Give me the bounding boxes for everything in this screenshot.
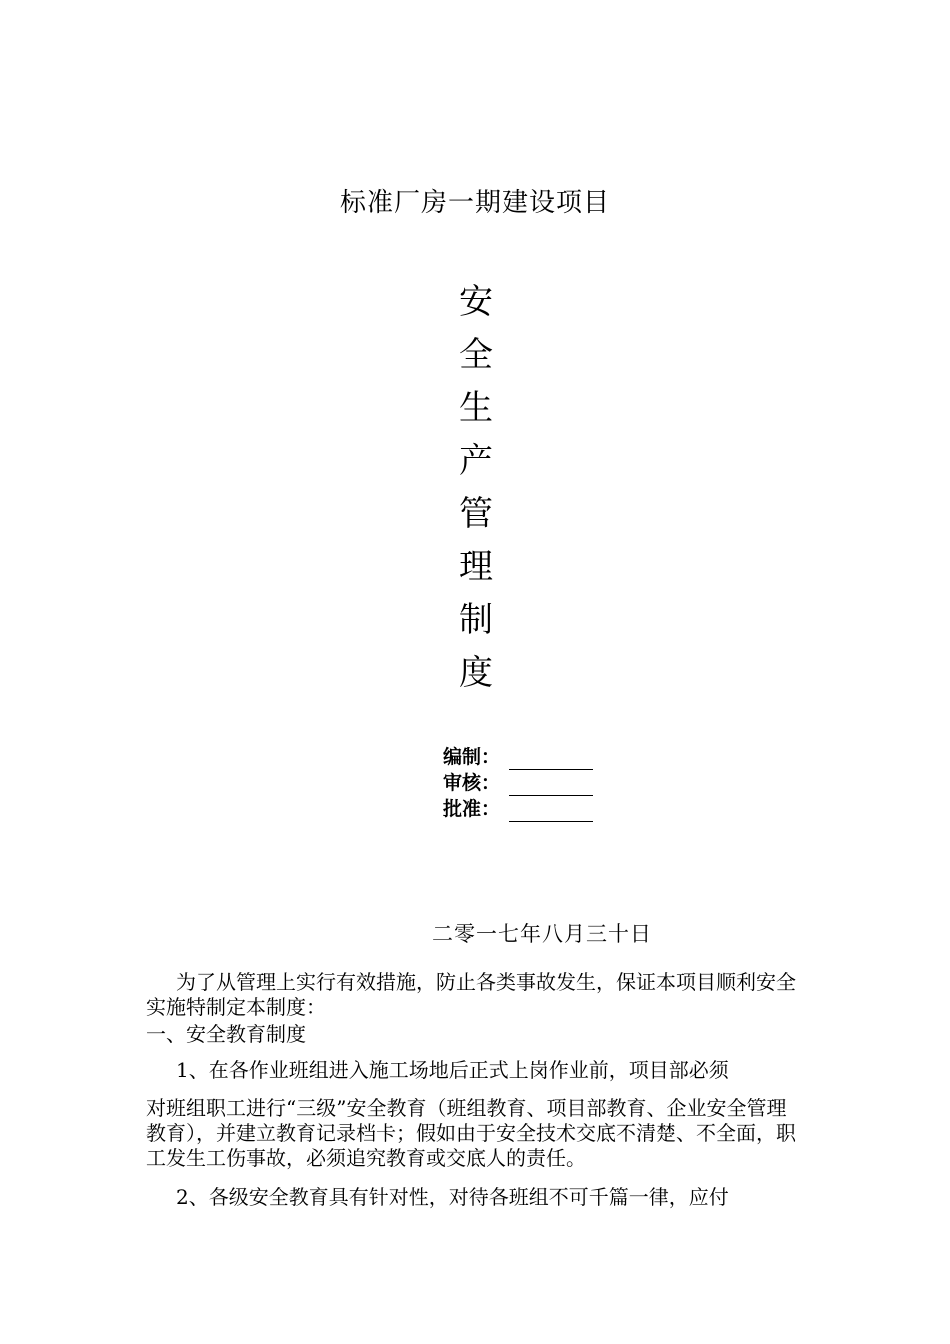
compile-signature-line: [509, 751, 593, 770]
item-1-continuation: 对班组职工进行“三级”安全教育（班组教育、项目部教育、企业安全管理教育），并建立教育记录档卡；假如由于安全技术交底不清楚、不全面，职工发生工伤事故，必须追究教育或交底人的责任。: [146, 1096, 796, 1170]
main-title: [446, 276, 506, 700]
main-title-char: 生: [459, 388, 493, 428]
main-title-char: 产: [459, 441, 493, 481]
approve-signature-line: [509, 803, 593, 822]
item-1-first-line: 1、在各作业班组进入施工场地后正式上岗作业前，项目部必须: [176, 1058, 729, 1082]
document-date: 二零一七年八月三十日: [432, 922, 652, 946]
signoff-block: [443, 744, 593, 822]
review-row: [443, 770, 593, 796]
section-heading: 一、安全教育制度: [146, 1022, 306, 1046]
compile-row: [443, 744, 593, 770]
approve-row: [443, 796, 593, 822]
project-title: 标准厂房一期建设项目: [339, 188, 610, 218]
main-title-char: 全: [459, 335, 493, 375]
approve-label: 批准：: [443, 798, 501, 820]
main-title-char: 管: [459, 494, 493, 534]
main-title-char: 制: [459, 600, 493, 640]
item-2-first-line: 2、各级安全教育具有针对性，对待各班组不可千篇一律，应付: [176, 1185, 729, 1209]
main-title-char: 理: [459, 547, 493, 587]
intro-paragraph: 为了从管理上实行有效措施，防止各类事故发生，保证本项目顺利安全实施特制定本制度：: [146, 970, 796, 1019]
compile-label: 编制：: [443, 746, 501, 768]
main-title-char: 度: [459, 653, 493, 693]
review-signature-line: [509, 777, 593, 796]
review-label: 审核：: [443, 772, 501, 794]
main-title-char: 安: [459, 282, 493, 322]
